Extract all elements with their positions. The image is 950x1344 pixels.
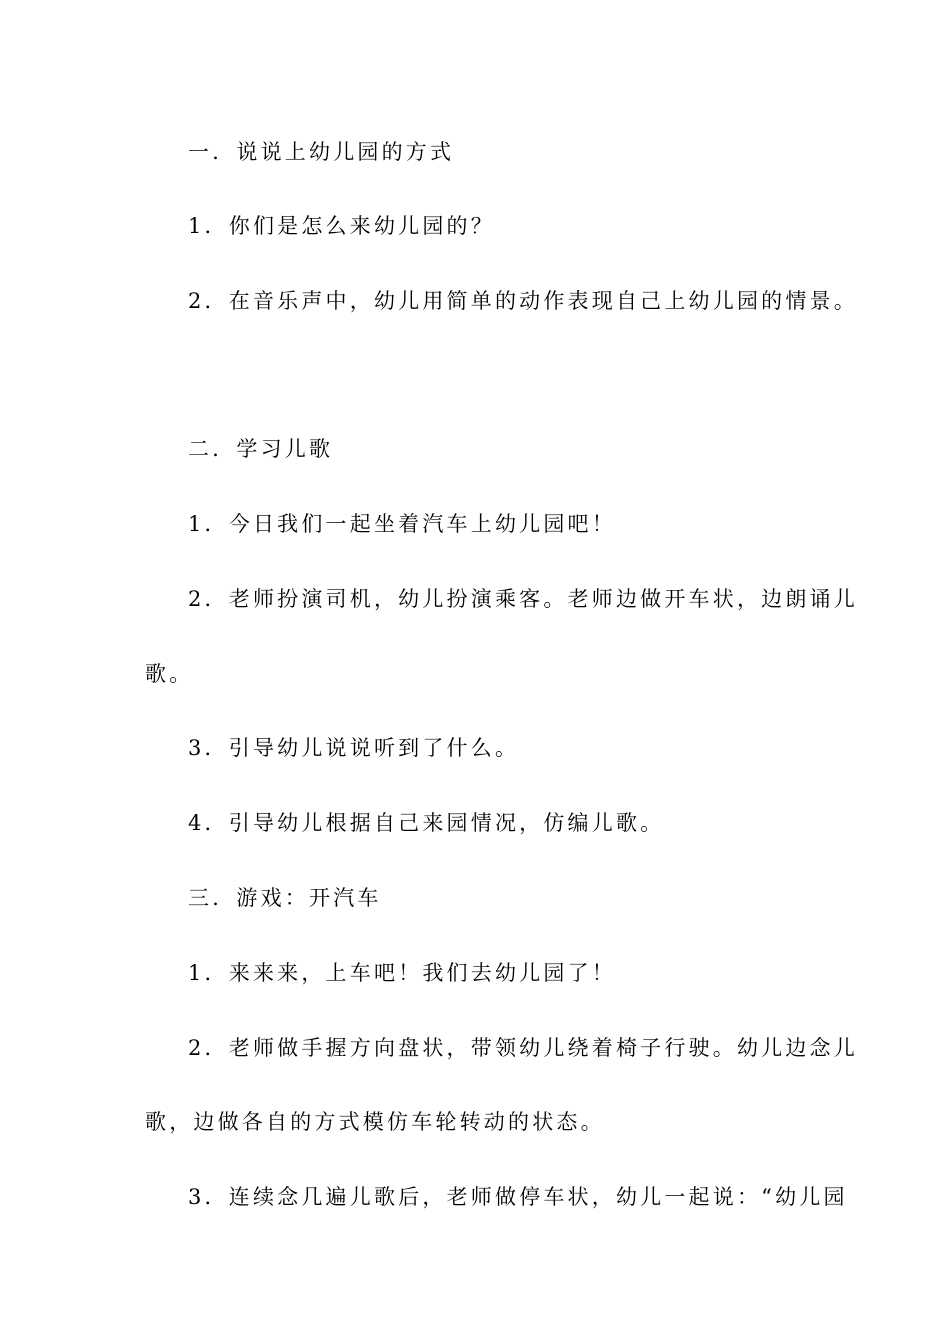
list-item-3-1: 1．来来来，上车吧！我们去幼儿园了！ [188, 961, 616, 985]
section-3-heading: 三．游戏：开汽车 [188, 886, 382, 910]
list-item-2-4: 4．引导幼儿根据自己来园情况，仿编儿歌。 [188, 811, 665, 835]
list-item-1-1: 1．你们是怎么来幼儿园的？ [188, 214, 495, 238]
list-item-2-2-continuation: 歌。 [145, 662, 194, 686]
section-1-heading: 一．说说上幼儿园的方式 [188, 140, 455, 164]
list-item-2-2: 2．老师扮演司机，幼儿扮演乘客。老师边做开车状，边朗诵儿 [188, 587, 858, 611]
section-2-heading: 二．学习儿歌 [188, 437, 334, 461]
list-item-3-2: 2．老师做手握方向盘状，带领幼儿绕着椅子行驶。幼儿边念儿 [188, 1036, 858, 1060]
list-item-3-3: 3．连续念几遍儿歌后，老师做停车状，幼儿一起说：“幼儿园 [188, 1185, 848, 1209]
list-item-2-1: 1．今日我们一起坐着汽车上幼儿园吧！ [188, 512, 616, 536]
list-item-1-2: 2．在音乐声中，幼儿用简单的动作表现自己上幼儿园的情景。 [188, 289, 858, 313]
list-item-3-2-continuation: 歌，边做各自的方式模仿车轮转动的状态。 [145, 1110, 605, 1134]
list-item-2-3: 3．引导幼儿说说听到了什么。 [188, 736, 520, 760]
